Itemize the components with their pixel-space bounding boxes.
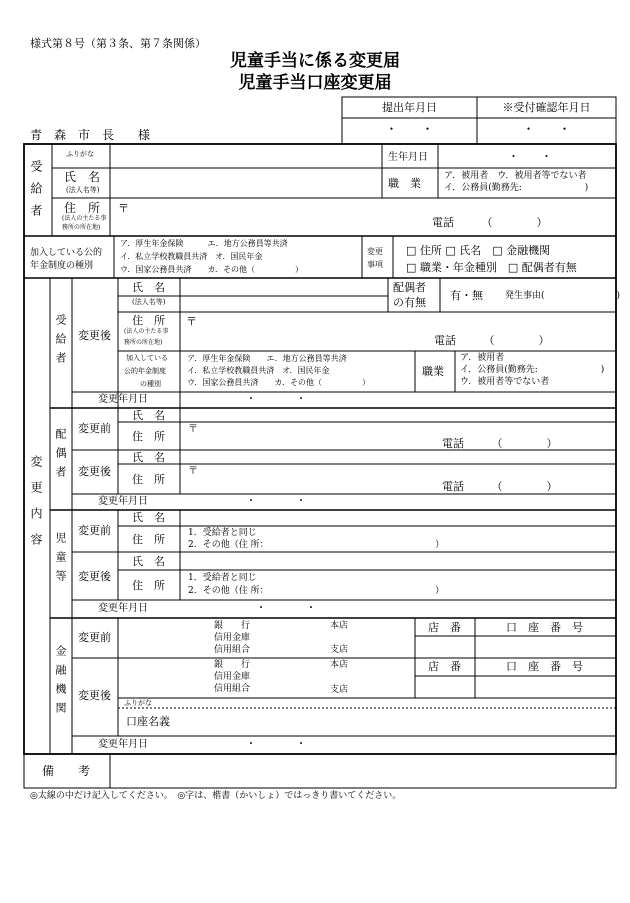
change-pension-label-1: 加入している [126,354,168,362]
bank-after-shinkin[interactable]: 信用金庫 [214,672,251,682]
bank-before-kumiai[interactable]: 信用組合 [214,645,251,655]
phone-field[interactable]: 電話 （ ） [432,216,548,229]
child-before-other[interactable]: 2．その他（住 所： ） [188,540,445,550]
child-after-label: 変更後 [78,570,111,583]
change-address-label: 住 所 [132,314,165,327]
account-furigana-label: ふりがな [124,699,152,707]
change-pension-label-3: の種別 [140,380,161,388]
pension-label-2: 年金制度の種別 [30,261,94,271]
child-change-date-label: 変更年月日 [98,603,148,614]
postal-mark: 〒 [118,202,129,215]
spouse-after-label: 変更後 [78,465,111,478]
change-item-label-2: 事項 [367,260,383,269]
bank-after-branch[interactable]: 支店 [330,685,349,695]
address-sub-1: (法人の主たる事 [62,215,107,222]
change-pension-option-1[interactable]: ア．厚生年金保険 エ．地方公務員等共済 [187,354,347,363]
bank-after-head-office[interactable]: 本店 [330,660,349,670]
change-section-label: 変更内容 [29,455,43,559]
spouse-before-name-label: 氏 名 [132,409,165,422]
child-before-address-label: 住 所 [132,533,165,546]
dob-label: 生年月日 [388,152,428,163]
child-label: 児童等 [54,532,67,589]
bank-after-account-no: 口 座 番 号 [506,660,583,673]
change-pension-option-2[interactable]: イ．私立学校教職員共済 オ．国民年金 [187,366,330,375]
spouse-before-label: 変更前 [78,422,111,435]
bank-before-shinkin[interactable]: 信用金庫 [214,633,251,643]
spouse-after-address-label: 住 所 [132,473,165,486]
change-item-checkboxes-2[interactable]: □ 職業・年金種別 □ 配偶者有無 [406,261,577,274]
spouse-change-date-field[interactable]: ・ ・ [246,496,306,507]
bank-change-date-field[interactable]: ・ ・ [246,739,306,750]
occurrence-reason[interactable]: 発生事由( ) [505,291,621,301]
remarks-label: 備 考 [42,764,91,778]
spouse-question-2: の有無 [393,296,426,309]
change-job-label: 職業 [422,365,444,378]
bank-before-head-office[interactable]: 本店 [330,621,349,631]
recipient-section-label: 受給者 [29,160,43,226]
child-after-address-label: 住 所 [132,579,165,592]
addressee: 青 森 市 長 様 [30,128,151,142]
change-name-label: 氏 名 [132,281,165,294]
bank-before-bank[interactable]: 銀 行 [214,621,251,631]
change-pension-label-2: 公的年金制度 [124,367,166,375]
bank-after-store-no: 店 番 [428,660,461,673]
change-job-option-3[interactable]: ウ．被用者等でない者 [460,377,550,387]
child-before-label: 変更前 [78,524,111,537]
bank-before-account-no: 口 座 番 号 [506,621,583,634]
account-holder-label: 口座名義 [126,715,170,728]
change-address-sub-2: 務所の所在地) [124,339,163,346]
pension-option-1[interactable]: ア．厚生年金保険 エ．地方公務員等共済 [120,239,288,248]
bank-after-bank[interactable]: 銀 行 [214,660,251,670]
job-option-2[interactable]: イ．公務員(勤務先: ) [444,183,589,193]
bank-after-label: 変更後 [78,689,111,702]
submit-date-field[interactable]: ・ ・ [385,122,434,136]
submit-date-label: 提出年月日 [382,101,437,114]
spouse-label: 配偶者 [54,428,67,485]
job-option-1[interactable]: ア．被用者 ウ．被用者等でない者 [444,171,587,181]
pension-option-3[interactable]: ウ．国家公務員共済 カ．その他（ ） [120,265,304,274]
bank-before-store-no: 店 番 [428,621,461,634]
child-before-name-label: 氏 名 [132,511,165,524]
receipt-date-label: ※受付確認年月日 [502,101,591,114]
title-account-change: 児童手当口座変更届 [238,73,392,93]
pension-label-1: 加入している公的 [30,248,103,258]
bank-label: 金融機関 [54,645,67,721]
recipient-change-date-label: 変更年月日 [98,394,148,405]
child-change-date-field[interactable]: ・ ・ [256,603,316,614]
footer-note: ◎太線の中だけ記入してください。 ◎字は、楷書（かいしょ）ではっきり書いてください。 [30,791,402,801]
spouse-question-1: 配偶者 [393,281,426,294]
spouse-after-name-label: 氏 名 [132,451,165,464]
recipient-change-date-field[interactable]: ・ ・ [246,394,306,405]
spouse-before-phone[interactable]: 電話 （ ） [442,437,558,450]
spouse-choice[interactable]: 有・無 [450,289,483,302]
change-recipient-label: 受給者 [54,314,67,371]
dob-field[interactable]: ・ ・ [508,150,552,163]
change-name-sub: (法人名等) [132,298,166,306]
spouse-before-address-label: 住 所 [132,430,165,443]
spouse-change-date-label: 変更年月日 [98,496,148,507]
address-sub-2: 務所の所在地) [62,224,101,231]
job-label: 職 業 [388,177,421,190]
child-before-same[interactable]: 1．受給者と同じ [188,528,257,538]
name-label: 氏 名 [64,170,101,184]
change-job-option-1[interactable]: ア．被用者 [460,353,505,363]
spouse-before-postal: 〒 [188,424,198,435]
child-after-name-label: 氏 名 [132,555,165,568]
change-pension-option-3[interactable]: ウ．国家公務員共済 カ．その他（ ） [187,378,371,387]
bank-change-date-label: 変更年月日 [98,739,148,750]
receipt-date-field[interactable]: ・ ・ [522,122,571,136]
bank-before-label: 変更前 [78,631,111,644]
change-phone-field[interactable]: 電話 （ ） [434,334,550,347]
address-label: 住 所 [64,201,101,215]
child-after-other[interactable]: 2．その他（住 所： ） [188,586,445,596]
change-item-checkboxes-1[interactable]: □ 住所 □ 氏名 □ 金融機関 [406,244,551,257]
change-postal-mark: 〒 [186,315,197,328]
change-job-option-2[interactable]: イ．公務員(勤務先: ) [460,365,605,375]
change-address-sub-1: (法人の主たる事 [124,328,169,335]
change-item-label-1: 変更 [367,247,383,256]
name-sub: (法人名等) [66,186,100,194]
bank-after-kumiai[interactable]: 信用組合 [214,684,251,694]
spouse-after-postal: 〒 [188,466,198,477]
child-after-same[interactable]: 1．受給者と同じ [188,573,257,583]
pension-option-2[interactable]: イ．私立学校教職員共済 オ．国民年金 [120,252,263,261]
furigana-label: ふりがな [66,150,94,158]
spouse-after-phone[interactable]: 電話 （ ） [442,480,558,493]
bank-before-branch[interactable]: 支店 [330,645,349,655]
form-number: 様式第８号（第３条、第７条関係） [30,37,206,50]
title-change-notice: 児童手当に係る変更届 [230,51,400,71]
after-label: 変更後 [78,329,111,342]
